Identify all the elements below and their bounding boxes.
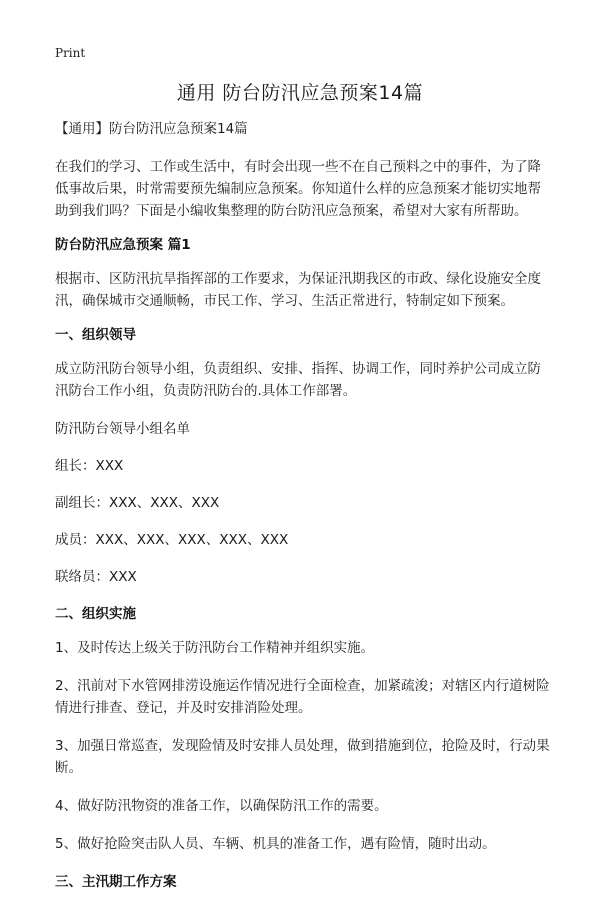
section-heading-1: 防台防汛应急预案 篇1 (55, 237, 191, 253)
impl-item-3: 3、加强日常巡查，发现险情及时安排人员处理，做到措施到位，抢险及时，行动果断。 (55, 738, 550, 776)
impl-item-1: 1、及时传达上级关于防汛防台工作精神并组织实施。 (55, 640, 375, 656)
document-body (55, 118, 550, 905)
members-line: 成员：XXX、XXX、XXX、XXX、XXX (55, 532, 289, 548)
deputy-line: 副组长：XXX、XXX、XXX (55, 495, 220, 511)
impl-item-2: 2、汛前对下水管网排涝设施运作情况进行全面检查，加紧疏浚；对辖区内行道树险情进行排查、登记，并及时安排消险处理。 (55, 678, 550, 716)
impl-heading: 二、组织实施 (55, 606, 136, 622)
liaison-line: 联络员：XXX (55, 569, 137, 585)
leader-list-title: 防汛防台领导小组名单 (55, 421, 190, 437)
document-title: 通用 防台防汛应急预案14篇 (176, 82, 424, 104)
leader-line: 组长：XXX (55, 458, 124, 474)
intro-paragraph: 在我们的学习、工作或生活中，有时会出现一些不在自己预料之中的事件，为了降低事故后果，时常需要预先编制应急预案。你知道什么样的应急预案才能切实地帮助到我们吗？下面是小编收集整理的防台防汛应急预案，希望对大家有所帮助。 (55, 159, 541, 219)
plan-heading: 三、主汛期工作方案 (55, 874, 177, 890)
print-link[interactable]: Print (55, 46, 86, 60)
org-heading: 一、组织领导 (55, 327, 136, 343)
document-subtitle: 【通用】防台防汛应急预案14篇 (55, 121, 248, 137)
org-paragraph: 成立防汛防台领导小组，负责组织、安排、指挥、协调工作，同时养护公司成立防汛防台工作小组，负责防汛防台的.具体工作部署。 (55, 361, 541, 399)
section-paragraph: 根据市、区防汛抗旱指挥部的工作要求，为保证汛期我区的市政、绿化设施安全度汛，确保城市交通顺畅，市民工作、学习、生活正常进行，特制定如下预案。 (55, 271, 541, 309)
impl-item-5: 5、做好抢险突击队人员、车辆、机具的准备工作，遇有险情，随时出动。 (55, 836, 496, 852)
impl-item-4: 4、做好防汛物资的准备工作，以确保防汛工作的需要。 (55, 798, 388, 814)
